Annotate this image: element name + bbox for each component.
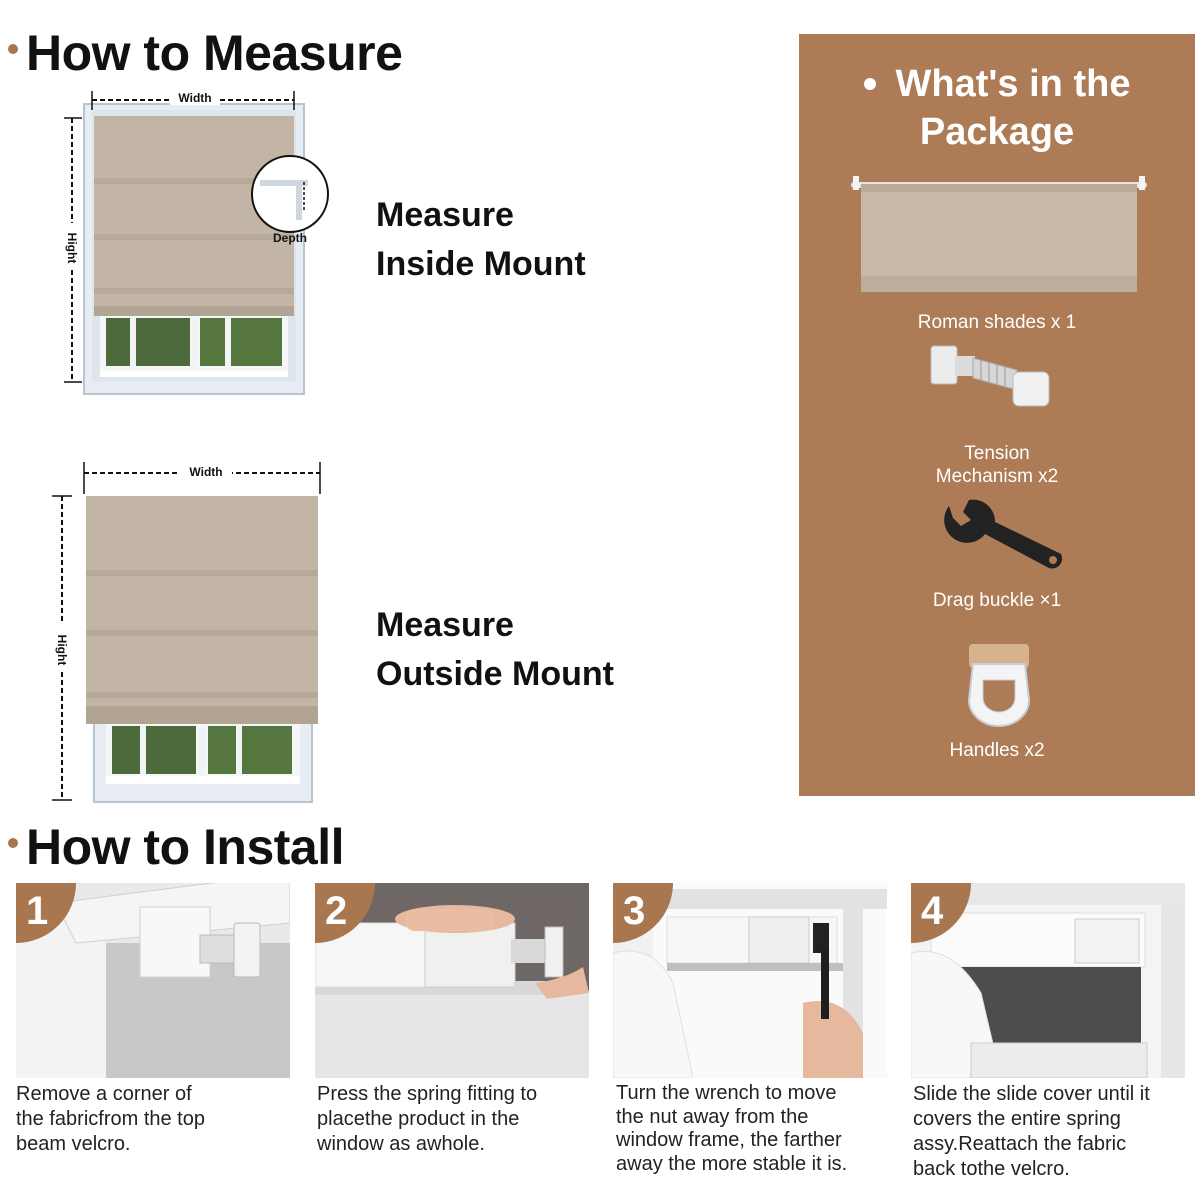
outside-mount-diagram [46, 460, 336, 805]
outside-mount-label: Measure Outside Mount [376, 606, 614, 693]
step-3-image [613, 883, 887, 1078]
step-number: 4 [921, 889, 944, 933]
package-item-label: Drag buckle ×1 [932, 590, 1062, 611]
step-1-image [16, 883, 290, 1078]
step-number: 1 [26, 889, 49, 933]
inside-mount-diagram [60, 88, 340, 398]
package-title: What's in the Package [799, 60, 1195, 156]
step-number: 3 [623, 889, 646, 933]
handle-icon [959, 640, 1039, 730]
roman-shade-icon [851, 176, 1147, 296]
inside-height-label: Hight [65, 232, 79, 264]
step-3-text: Turn the wrench to move the nut away from the window frame, the farther away the more stable it is. [616, 1082, 848, 1175]
package-item-label: Tension Mechanism x2 [935, 443, 1059, 487]
bullet-dot [8, 44, 18, 54]
inside-width-label: Width [178, 91, 212, 105]
install-title: How to Install [8, 822, 344, 872]
bullet-dot [864, 78, 876, 90]
inside-depth-label: Depth [273, 231, 307, 245]
outside-height-label: Hight [55, 634, 69, 666]
tension-mechanism-icon [929, 342, 1059, 422]
package-item-label: Handles x2 [949, 740, 1045, 761]
step-4-text: Slide the slide cover until it covers the entire spring assy.Reattach the fabric back tothe velcro. [913, 1083, 1150, 1180]
inside-mount-label: Measure Inside Mount [376, 196, 586, 283]
measure-title: How to Measure [8, 28, 402, 78]
wrench-icon [939, 496, 1069, 576]
step-2-image [315, 883, 589, 1078]
outside-shade-fabric [86, 496, 318, 724]
package-item-label: Roman shades x 1 [917, 312, 1077, 333]
package-panel [799, 34, 1195, 796]
bullet-dot [8, 838, 18, 848]
outside-width-label: Width [189, 465, 223, 479]
step-number: 2 [325, 889, 348, 933]
step-4-image [911, 883, 1185, 1078]
step-2-text: Press the spring fitting to placethe product in the window as awhole. [317, 1083, 538, 1155]
step-1-text: Remove a corner of the fabricfrom the top beam velcro. [16, 1083, 205, 1155]
